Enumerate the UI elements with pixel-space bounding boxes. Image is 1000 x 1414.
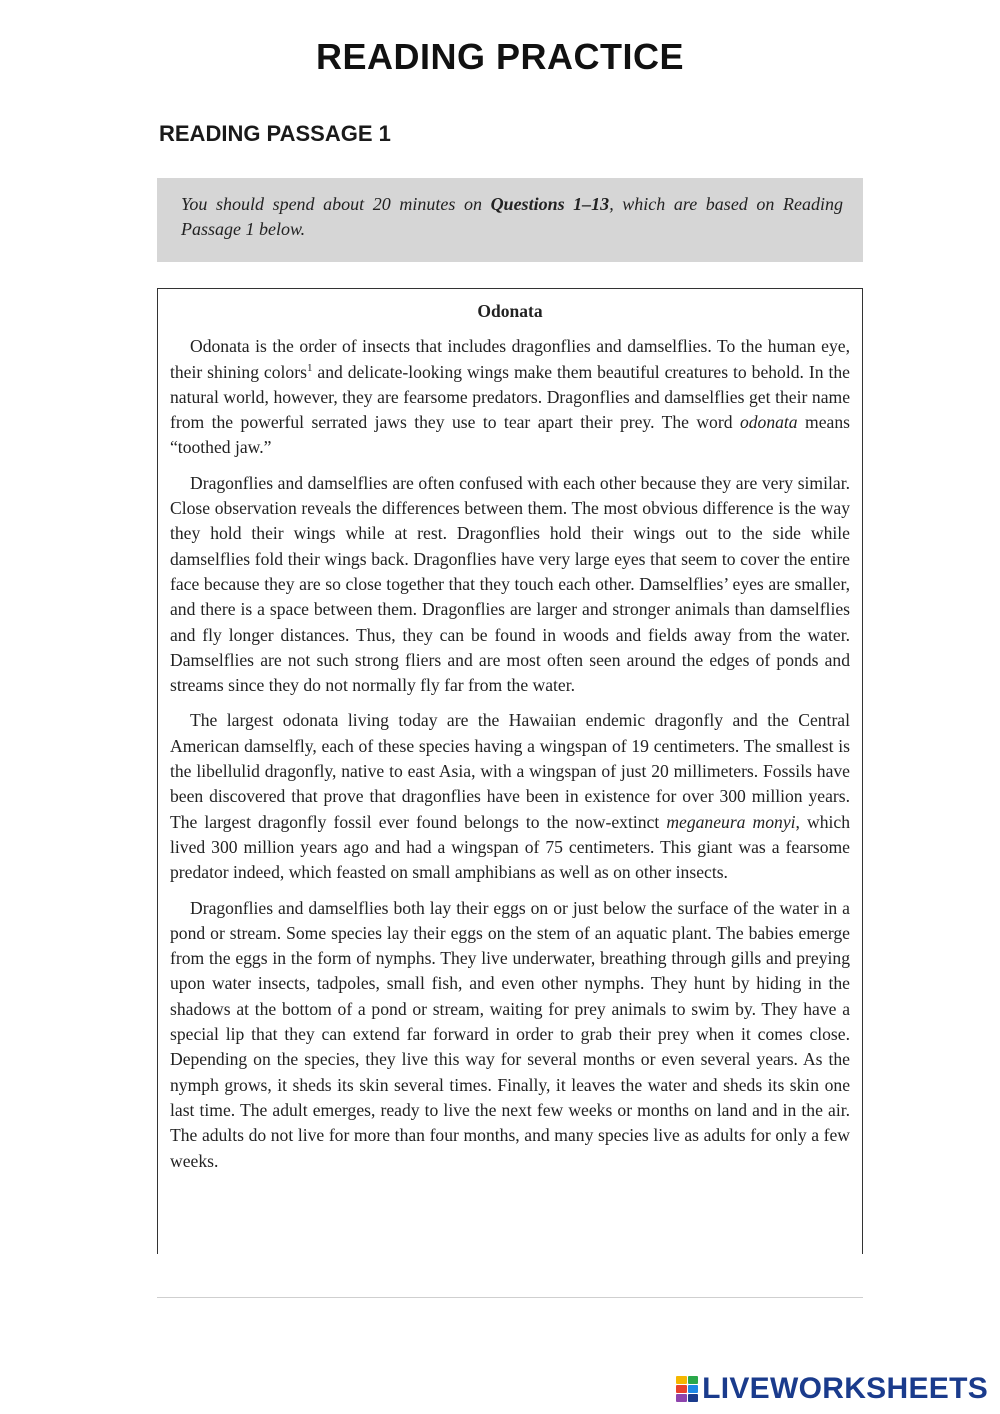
paragraph-1-text: Odonata is the order of insects that includes dragonflies and damselflies. To the human eye, their shining colors: [170, 336, 850, 382]
bottom-divider: [157, 1297, 863, 1298]
instructions-text: You should spend about 20 minutes on: [181, 194, 491, 214]
logo-cell: [676, 1376, 687, 1384]
instructions-box: [157, 178, 863, 262]
passage-box: [157, 288, 863, 1254]
page-title: READING PRACTICE: [315, 36, 685, 77]
instructions-text-end: , which are based on Reading Passage 1 below.: [181, 194, 843, 239]
logo-cell: [688, 1385, 699, 1393]
paragraph-3-text-end: , which lived 300 million years ago and had a wingspan of 75 centimeters. This giant was a fearsome predator indeed, which feasted on small amphibians as well as on other insects.: [170, 811, 850, 883]
liveworksheets-logo-icon: [676, 1376, 698, 1402]
paragraph-3: [170, 708, 850, 885]
term-odonata: odonata: [739, 412, 798, 433]
paragraph-1: [170, 334, 850, 460]
term-meganeura-monyi: meganeura monyi: [666, 811, 796, 832]
logo-cell: [688, 1376, 699, 1384]
section-heading: READING PASSAGE 1: [159, 121, 391, 146]
footer-brand: [676, 1372, 988, 1406]
brand-name: LIVEWORKSHEETS: [702, 1372, 988, 1405]
paragraph-4: Dragonflies and damselflies both lay their eggs on or just below the surface of the water in a pond or stream. Some species lay their eggs on the stem of an aquatic plant. The babies emerge from the eggs in the form of nymphs. They live underwater, breathing through gills and preying upon water insects, tadpoles, small fish, and even other nymphs. They hunt by hiding in the shadows at the bottom of a pond or stream, waiting for prey animals to swim by. They have a special lip that they can extend far forward in order to grab their prey when it comes close. Depending on the species, they live this way for several months or even several years. As the nymph grows, it sheds its skin several times. Finally, it leaves the water and sheds its skin one last time. The adult emerges, ready to live the next few weeks or months on land and in the air. The adults do not live for more than four months, and many species live as adults for only a few weeks.: [170, 897, 850, 1171]
paragraph-1-text-cont: and delicate-looking wings make them beautiful creatures to behold. In the natural world, however, they are fearsome predators. Dragonflies and damselflies get their name from the powerful serrated jaws they use to tear apart their prey. The word: [170, 361, 850, 433]
logo-cell: [676, 1394, 687, 1402]
passage-title: Odonata: [477, 301, 543, 321]
paragraph-3-text: The largest odonata living today are the Hawaiian endemic dragonfly and the Central American damselfly, each of these species having a wingspan of 19 centimeters. The smallest is the libellulid dragonfly, native to east Asia, with a wingspan of just 20 millimeters. Fossils have been discovered that prove that dragonflies have been in existence for over 300 million years. The largest dragonfly fossil ever found belongs to the now-extinct: [170, 710, 850, 832]
paragraph-1-text-end: means “toothed jaw.”: [170, 412, 850, 458]
paragraph-2: Dragonflies and damselflies are often confused with each other because they are very similar. Close observation reveals the differences between them. The most obvious difference is the way they hold their wings while at rest. Dragonflies hold their wings out to the side while damselflies fold their wings back. Dragonflies have very large eyes that seem to cover the entire face because they are so close together that they touch each other. Damselflies’ eyes are smaller, and there is a space between them. Dragonflies are larger and stronger animals than damselflies and fly longer distances. Thus, they can be found in woods and fields away from the water. Damselflies are not such strong fliers and are most often seen around the edges of ponds and streams since they do not normally fly far from the water.: [170, 472, 850, 696]
footnote-marker: 1: [306, 361, 313, 374]
logo-cell: [688, 1394, 699, 1402]
logo-cell: [676, 1385, 687, 1393]
instructions-questions: Questions 1–13: [490, 194, 610, 214]
